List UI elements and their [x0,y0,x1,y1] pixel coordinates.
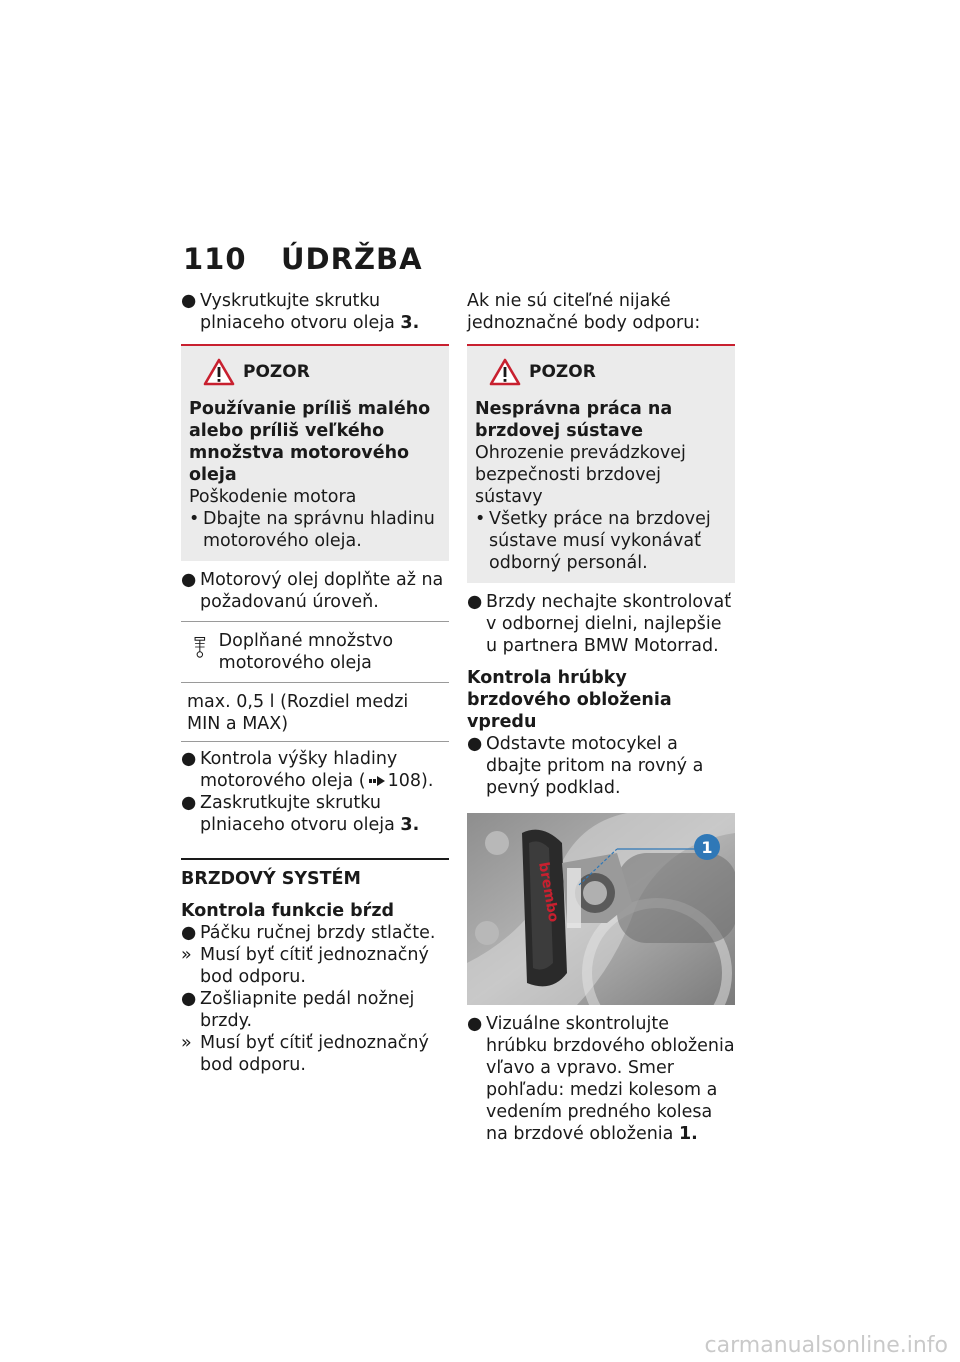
warning-box [181,344,449,561]
spec-value: max. 0,5 l (Rozdiel medzi MIN a MAX) [187,692,409,734]
list-item-text: Vyskrutkujte skrutku plniaceho otvoru oleja [200,291,395,333]
warning-text: Poškodenie motora [189,487,357,507]
warning-triangle-icon [489,358,521,386]
list-item: ● Brzdy nechajte skontrolovať v odbornej dielni, najlepšie u partnera BMW Motorrad. [467,592,732,656]
spec-label: Doplňané množstvo motorového oleja [218,631,394,673]
sub-heading: Kontrola hrúbky brzdového obloženia vpredu [467,668,672,732]
section-title: ÚDRŽBA [281,242,423,276]
warning-label: POZOR [529,362,596,382]
arrow-ref-icon [369,776,385,786]
intro-text: Ak nie sú citeľné nijaké jednoznačné body odporu: [467,291,701,333]
warning-title: Nesprávna práca na brzdovej sústave [475,399,673,441]
caliper-brand-text: brembo [535,860,562,924]
oil-gauge-icon [191,630,209,664]
ref-number: 1. [678,1124,698,1144]
warning-triangle-icon [203,358,235,386]
spec-table [181,621,449,742]
warning-text: Ohrozenie prevádzkovej bezpečnosti brzdovej sústavy [475,443,686,507]
result-item: » Musí byť cítiť jednoznačný bod odporu. [181,1033,429,1075]
warning-item: • Všetky práce na brzdovej sústave musí vykonávať odborný personál. [475,509,711,573]
result-item: » Musí byť cítiť jednoznačný bod odporu. [181,945,429,987]
right-column [467,290,735,1145]
left-column [181,290,449,1076]
page-header [183,242,423,276]
photo-illustration [467,813,735,1005]
page-number: 110 [183,242,247,276]
list-item: ● Kontrola výšky hladiny motorového oleja ( 108). [181,749,434,791]
warning-box [467,344,735,583]
list-item: ● Odstavte motocykel a dbajte pritom na rovný a pevný podklad. [467,734,704,798]
list-item: ● Zaskrutkujte skrutku plniaceho otvoru oleja 3. [181,793,420,835]
brake-caliper-photo [467,813,735,1005]
section-heading: BRZDOVÝ SYSTÉM [181,858,449,890]
list-item: ● Vizuálne skontrolujte hrúbku brzdového obloženia vľavo a vpravo. Smer pohľadu: medzi kolesom a vedením predného kolesa na brzdové obloženia 1. [467,1014,735,1144]
warning-item: • Dbajte na správnu hladinu motorového oleja. [189,509,435,551]
ref-number: 3 [400,313,413,333]
list-item: ● Vyskrutkujte skrutku plniaceho otvoru oleja 3. [181,291,420,333]
footer-watermark[interactable]: carmanualsonline.info [704,1333,948,1358]
callout-number: 1 [701,838,713,857]
list-item: ● Motorový olej doplňte až na požadovanú úroveň. [181,570,444,612]
list-item: ● Páčku ručnej brzdy stlačte. [181,923,436,943]
list-item: ● Zošliapnite pedál nožnej brzdy. [181,989,415,1031]
ref-number: 3 [400,815,413,835]
sub-heading: Kontrola funkcie bŕzd [181,901,395,921]
warning-title: Používanie príliš malého alebo príliš veľkého množstva motorového oleja [189,399,431,485]
warning-label: POZOR [243,362,310,382]
